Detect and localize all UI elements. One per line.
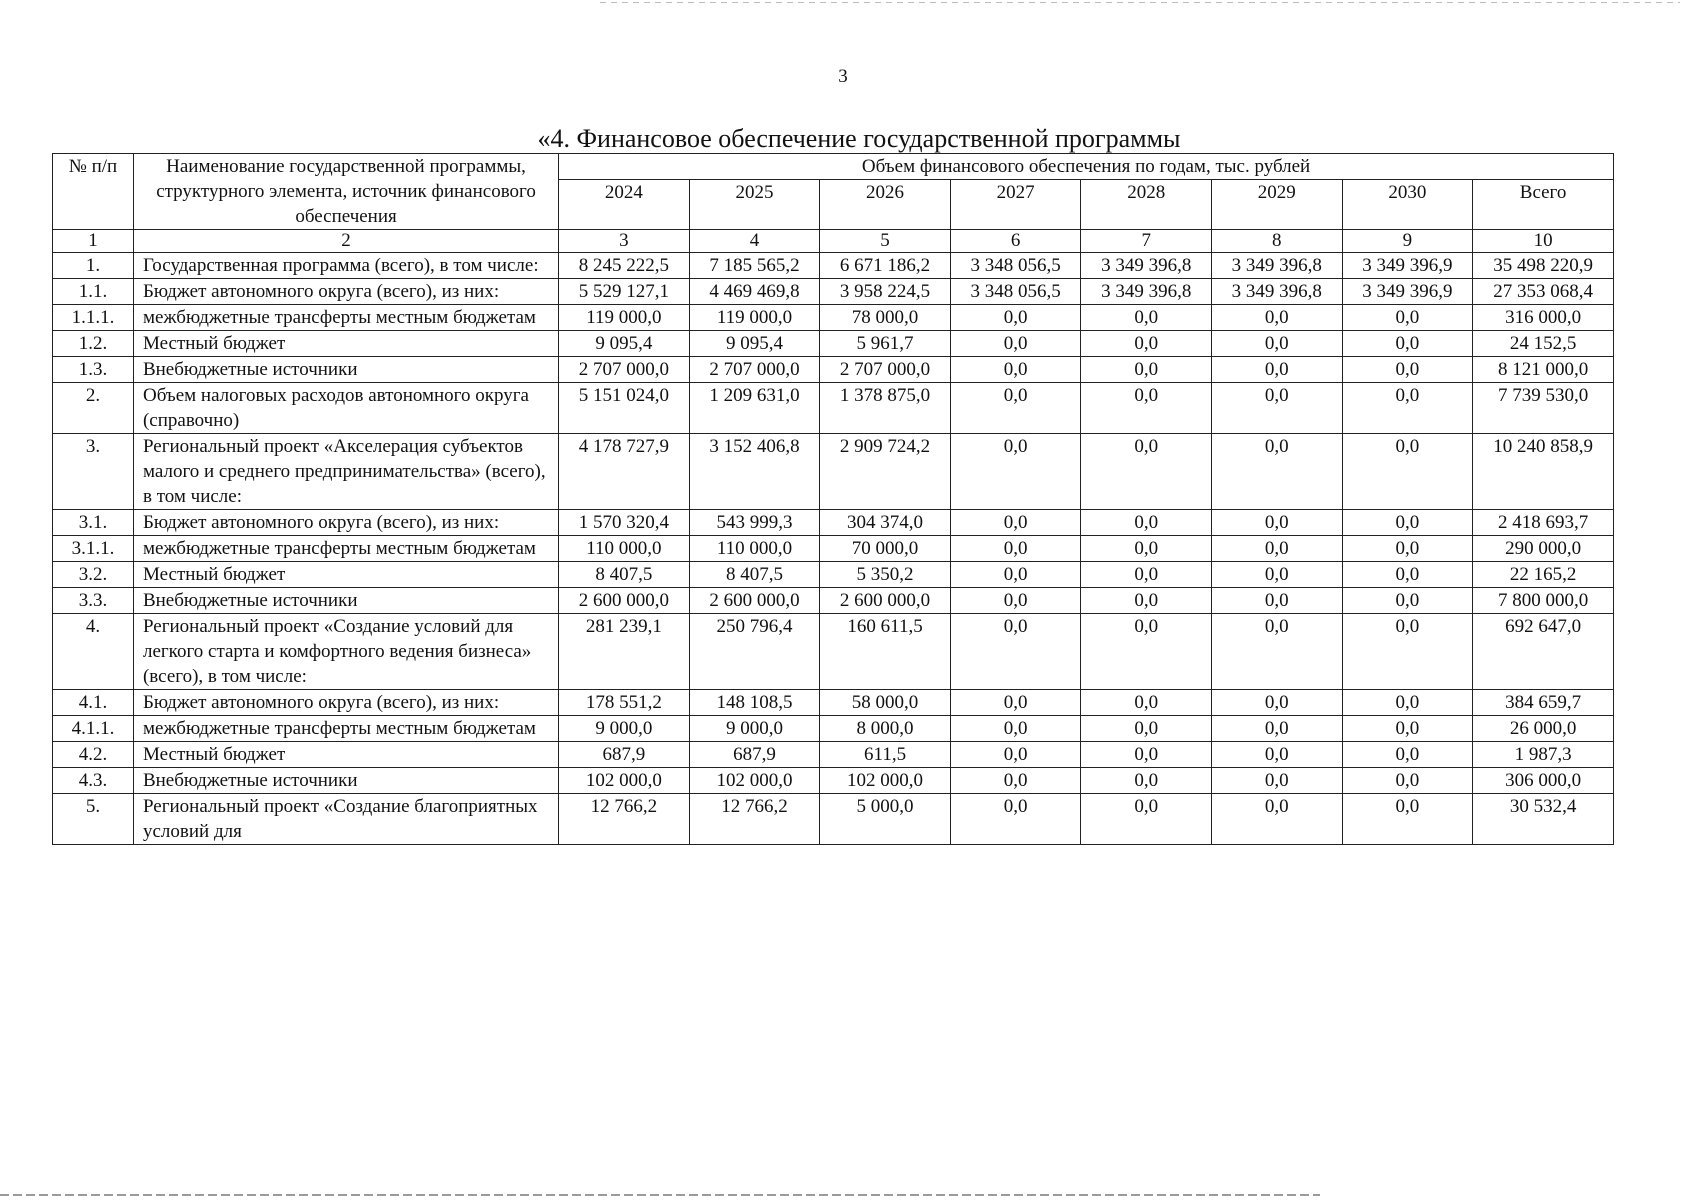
cell-2030: 0,0 <box>1342 742 1473 768</box>
cell-2030: 0,0 <box>1342 536 1473 562</box>
cell-2028: 0,0 <box>1081 434 1212 510</box>
cell-2029: 3 349 396,8 <box>1212 279 1343 305</box>
cell-2025: 687,9 <box>689 742 820 768</box>
cell-2030: 3 349 396,9 <box>1342 279 1473 305</box>
row-number: 1.3. <box>53 357 134 383</box>
cell-2024: 12 766,2 <box>559 794 690 845</box>
cell-2029: 0,0 <box>1212 331 1343 357</box>
cell-2028: 0,0 <box>1081 357 1212 383</box>
cell-total: 30 532,4 <box>1473 794 1614 845</box>
cell-2028: 3 349 396,8 <box>1081 253 1212 279</box>
cell-2029: 0,0 <box>1212 434 1343 510</box>
table-row <box>53 716 1614 742</box>
cell-2024: 4 178 727,9 <box>559 434 690 510</box>
financing-table <box>52 153 1614 845</box>
row-number: 3.1.1. <box>53 536 134 562</box>
cell-2024: 2 707 000,0 <box>559 357 690 383</box>
row-name: Внебюджетные источники <box>133 768 558 794</box>
cell-2027: 3 348 056,5 <box>950 253 1081 279</box>
cell-2030: 0,0 <box>1342 614 1473 690</box>
cell-2030: 0,0 <box>1342 562 1473 588</box>
cell-2027: 3 348 056,5 <box>950 279 1081 305</box>
header-total: Всего <box>1473 180 1614 230</box>
cell-2025: 543 999,3 <box>689 510 820 536</box>
cell-2024: 9 095,4 <box>559 331 690 357</box>
cell-2028: 0,0 <box>1081 794 1212 845</box>
row-name: межбюджетные трансферты местным бюджетам <box>133 305 558 331</box>
cell-2027: 0,0 <box>950 562 1081 588</box>
column-index: 2 <box>133 230 558 253</box>
cell-2030: 0,0 <box>1342 588 1473 614</box>
cell-2027: 0,0 <box>950 331 1081 357</box>
table-row <box>53 614 1614 690</box>
cell-2029: 0,0 <box>1212 383 1343 434</box>
column-index: 7 <box>1081 230 1212 253</box>
row-name: межбюджетные трансферты местным бюджетам <box>133 716 558 742</box>
cell-2024: 2 600 000,0 <box>559 588 690 614</box>
cell-2029: 0,0 <box>1212 716 1343 742</box>
cell-2025: 7 185 565,2 <box>689 253 820 279</box>
cell-2026: 2 707 000,0 <box>820 357 951 383</box>
cell-total: 22 165,2 <box>1473 562 1614 588</box>
cell-2030: 0,0 <box>1342 383 1473 434</box>
cell-2026: 304 374,0 <box>820 510 951 536</box>
cell-2025: 2 600 000,0 <box>689 588 820 614</box>
table-row <box>53 742 1614 768</box>
cell-2030: 0,0 <box>1342 305 1473 331</box>
table-row <box>53 690 1614 716</box>
row-number: 3.3. <box>53 588 134 614</box>
cell-2027: 0,0 <box>950 742 1081 768</box>
cell-2028: 3 349 396,8 <box>1081 279 1212 305</box>
cell-total: 384 659,7 <box>1473 690 1614 716</box>
row-name: Региональный проект «Создание благоприятных условий для <box>133 794 558 845</box>
cell-2024: 119 000,0 <box>559 305 690 331</box>
table-row <box>53 331 1614 357</box>
cell-2025: 148 108,5 <box>689 690 820 716</box>
row-name: Бюджет автономного округа (всего), из них: <box>133 279 558 305</box>
cell-2030: 0,0 <box>1342 331 1473 357</box>
row-number: 4.2. <box>53 742 134 768</box>
cell-2027: 0,0 <box>950 383 1081 434</box>
scan-artifact-bottom <box>0 1194 1320 1196</box>
row-name: межбюджетные трансферты местным бюджетам <box>133 536 558 562</box>
column-index: 9 <box>1342 230 1473 253</box>
cell-2026: 3 958 224,5 <box>820 279 951 305</box>
row-name: Местный бюджет <box>133 331 558 357</box>
cell-2028: 0,0 <box>1081 768 1212 794</box>
cell-2025: 2 707 000,0 <box>689 357 820 383</box>
cell-2028: 0,0 <box>1081 305 1212 331</box>
cell-2029: 3 349 396,8 <box>1212 253 1343 279</box>
cell-2027: 0,0 <box>950 434 1081 510</box>
cell-2026: 160 611,5 <box>820 614 951 690</box>
header-year: 2025 <box>689 180 820 230</box>
cell-2025: 250 796,4 <box>689 614 820 690</box>
cell-2028: 0,0 <box>1081 588 1212 614</box>
row-name: Бюджет автономного округа (всего), из них: <box>133 510 558 536</box>
cell-2025: 1 209 631,0 <box>689 383 820 434</box>
cell-total: 1 987,3 <box>1473 742 1614 768</box>
cell-2030: 0,0 <box>1342 794 1473 845</box>
cell-total: 26 000,0 <box>1473 716 1614 742</box>
cell-2027: 0,0 <box>950 305 1081 331</box>
row-name: Объем налоговых расходов автономного округа (справочно) <box>133 383 558 434</box>
cell-total: 2 418 693,7 <box>1473 510 1614 536</box>
column-index: 8 <box>1212 230 1343 253</box>
table-row <box>53 794 1614 845</box>
cell-2029: 0,0 <box>1212 690 1343 716</box>
row-number: 3. <box>53 434 134 510</box>
row-name: Внебюджетные источники <box>133 588 558 614</box>
row-number: 3.1. <box>53 510 134 536</box>
cell-2026: 78 000,0 <box>820 305 951 331</box>
column-index: 5 <box>820 230 951 253</box>
cell-2027: 0,0 <box>950 768 1081 794</box>
header-volume: Объем финансового обеспечения по годам, тыс. рублей <box>559 154 1614 180</box>
cell-total: 27 353 068,4 <box>1473 279 1614 305</box>
cell-2025: 8 407,5 <box>689 562 820 588</box>
table-row <box>53 357 1614 383</box>
cell-2025: 102 000,0 <box>689 768 820 794</box>
cell-2028: 0,0 <box>1081 614 1212 690</box>
cell-2030: 0,0 <box>1342 690 1473 716</box>
row-number: 1.1.1. <box>53 305 134 331</box>
cell-2030: 0,0 <box>1342 716 1473 742</box>
cell-2026: 70 000,0 <box>820 536 951 562</box>
cell-2028: 0,0 <box>1081 690 1212 716</box>
cell-2026: 2 909 724,2 <box>820 434 951 510</box>
table-row <box>53 279 1614 305</box>
cell-2027: 0,0 <box>950 588 1081 614</box>
row-name: Государственная программа (всего), в том числе: <box>133 253 558 279</box>
header-year: 2030 <box>1342 180 1473 230</box>
cell-2028: 0,0 <box>1081 716 1212 742</box>
cell-2026: 6 671 186,2 <box>820 253 951 279</box>
cell-2024: 281 239,1 <box>559 614 690 690</box>
cell-2026: 5 961,7 <box>820 331 951 357</box>
table-row <box>53 510 1614 536</box>
cell-2025: 9 000,0 <box>689 716 820 742</box>
cell-2024: 9 000,0 <box>559 716 690 742</box>
header-year: 2027 <box>950 180 1081 230</box>
cell-2030: 3 349 396,9 <box>1342 253 1473 279</box>
row-name: Местный бюджет <box>133 742 558 768</box>
row-name: Региональный проект «Создание условий для легкого старта и комфортного ведения бизнеса» (всего), в том числе: <box>133 614 558 690</box>
cell-2025: 119 000,0 <box>689 305 820 331</box>
cell-2024: 110 000,0 <box>559 536 690 562</box>
row-number: 4.3. <box>53 768 134 794</box>
cell-2029: 0,0 <box>1212 510 1343 536</box>
cell-2026: 1 378 875,0 <box>820 383 951 434</box>
cell-2026: 58 000,0 <box>820 690 951 716</box>
cell-2028: 0,0 <box>1081 510 1212 536</box>
cell-2024: 5 151 024,0 <box>559 383 690 434</box>
cell-2026: 5 350,2 <box>820 562 951 588</box>
cell-total: 24 152,5 <box>1473 331 1614 357</box>
cell-2027: 0,0 <box>950 357 1081 383</box>
cell-2029: 0,0 <box>1212 794 1343 845</box>
header-year: 2026 <box>820 180 951 230</box>
cell-2025: 110 000,0 <box>689 536 820 562</box>
row-name: Внебюджетные источники <box>133 357 558 383</box>
page-number: 3 <box>838 66 848 87</box>
row-name: Местный бюджет <box>133 562 558 588</box>
table-row <box>53 305 1614 331</box>
header-year: 2029 <box>1212 180 1343 230</box>
row-name: Бюджет автономного округа (всего), из них: <box>133 690 558 716</box>
header-year: 2028 <box>1081 180 1212 230</box>
header-name: Наименование государственной программы, структурного элемента, источник финансового обеспечения <box>133 154 558 230</box>
cell-2024: 102 000,0 <box>559 768 690 794</box>
column-index: 10 <box>1473 230 1614 253</box>
row-number: 1.1. <box>53 279 134 305</box>
column-index: 6 <box>950 230 1081 253</box>
cell-total: 316 000,0 <box>1473 305 1614 331</box>
row-number: 5. <box>53 794 134 845</box>
header-year: 2024 <box>559 180 690 230</box>
cell-2029: 0,0 <box>1212 357 1343 383</box>
cell-total: 692 647,0 <box>1473 614 1614 690</box>
row-number: 4.1. <box>53 690 134 716</box>
cell-2024: 5 529 127,1 <box>559 279 690 305</box>
cell-2025: 3 152 406,8 <box>689 434 820 510</box>
cell-total: 10 240 858,9 <box>1473 434 1614 510</box>
row-number: 2. <box>53 383 134 434</box>
cell-2026: 8 000,0 <box>820 716 951 742</box>
cell-2028: 0,0 <box>1081 383 1212 434</box>
column-index: 4 <box>689 230 820 253</box>
header-row-main <box>53 154 1614 180</box>
cell-2029: 0,0 <box>1212 562 1343 588</box>
cell-2028: 0,0 <box>1081 331 1212 357</box>
section-title: «4. Финансовое обеспечение государственной программы <box>537 124 1181 153</box>
table-row <box>53 253 1614 279</box>
cell-total: 7 800 000,0 <box>1473 588 1614 614</box>
cell-2029: 0,0 <box>1212 614 1343 690</box>
cell-2029: 0,0 <box>1212 768 1343 794</box>
table-row <box>53 588 1614 614</box>
cell-2027: 0,0 <box>950 614 1081 690</box>
table-row <box>53 536 1614 562</box>
cell-2026: 2 600 000,0 <box>820 588 951 614</box>
cell-total: 7 739 530,0 <box>1473 383 1614 434</box>
cell-2024: 8 245 222,5 <box>559 253 690 279</box>
header-num: № п/п <box>53 154 134 230</box>
cell-2029: 0,0 <box>1212 742 1343 768</box>
cell-2027: 0,0 <box>950 690 1081 716</box>
cell-2026: 611,5 <box>820 742 951 768</box>
cell-2026: 5 000,0 <box>820 794 951 845</box>
cell-total: 35 498 220,9 <box>1473 253 1614 279</box>
cell-total: 306 000,0 <box>1473 768 1614 794</box>
column-index: 1 <box>53 230 134 253</box>
cell-2028: 0,0 <box>1081 562 1212 588</box>
cell-2024: 8 407,5 <box>559 562 690 588</box>
cell-2030: 0,0 <box>1342 434 1473 510</box>
cell-2025: 12 766,2 <box>689 794 820 845</box>
cell-total: 8 121 000,0 <box>1473 357 1614 383</box>
cell-2028: 0,0 <box>1081 536 1212 562</box>
table-row <box>53 383 1614 434</box>
cell-2027: 0,0 <box>950 510 1081 536</box>
cell-2027: 0,0 <box>950 794 1081 845</box>
table-row <box>53 562 1614 588</box>
cell-2029: 0,0 <box>1212 588 1343 614</box>
row-number: 1. <box>53 253 134 279</box>
cell-2024: 687,9 <box>559 742 690 768</box>
row-number: 3.2. <box>53 562 134 588</box>
cell-2027: 0,0 <box>950 536 1081 562</box>
row-number: 4. <box>53 614 134 690</box>
row-number: 1.2. <box>53 331 134 357</box>
row-name: Региональный проект «Акселерация субъектов малого и среднего предпринимательства» (всего), в том числе: <box>133 434 558 510</box>
cell-2024: 178 551,2 <box>559 690 690 716</box>
cell-2028: 0,0 <box>1081 742 1212 768</box>
cell-total: 290 000,0 <box>1473 536 1614 562</box>
cell-2030: 0,0 <box>1342 357 1473 383</box>
table-row <box>53 434 1614 510</box>
cell-2029: 0,0 <box>1212 305 1343 331</box>
cell-2025: 9 095,4 <box>689 331 820 357</box>
column-index: 3 <box>559 230 690 253</box>
cell-2025: 4 469 469,8 <box>689 279 820 305</box>
cell-2027: 0,0 <box>950 716 1081 742</box>
scan-artifact-top <box>600 2 1680 3</box>
cell-2030: 0,0 <box>1342 510 1473 536</box>
cell-2029: 0,0 <box>1212 536 1343 562</box>
row-number: 4.1.1. <box>53 716 134 742</box>
cell-2024: 1 570 320,4 <box>559 510 690 536</box>
cell-2030: 0,0 <box>1342 768 1473 794</box>
cell-2026: 102 000,0 <box>820 768 951 794</box>
table-row <box>53 768 1614 794</box>
column-index-row <box>53 230 1614 253</box>
